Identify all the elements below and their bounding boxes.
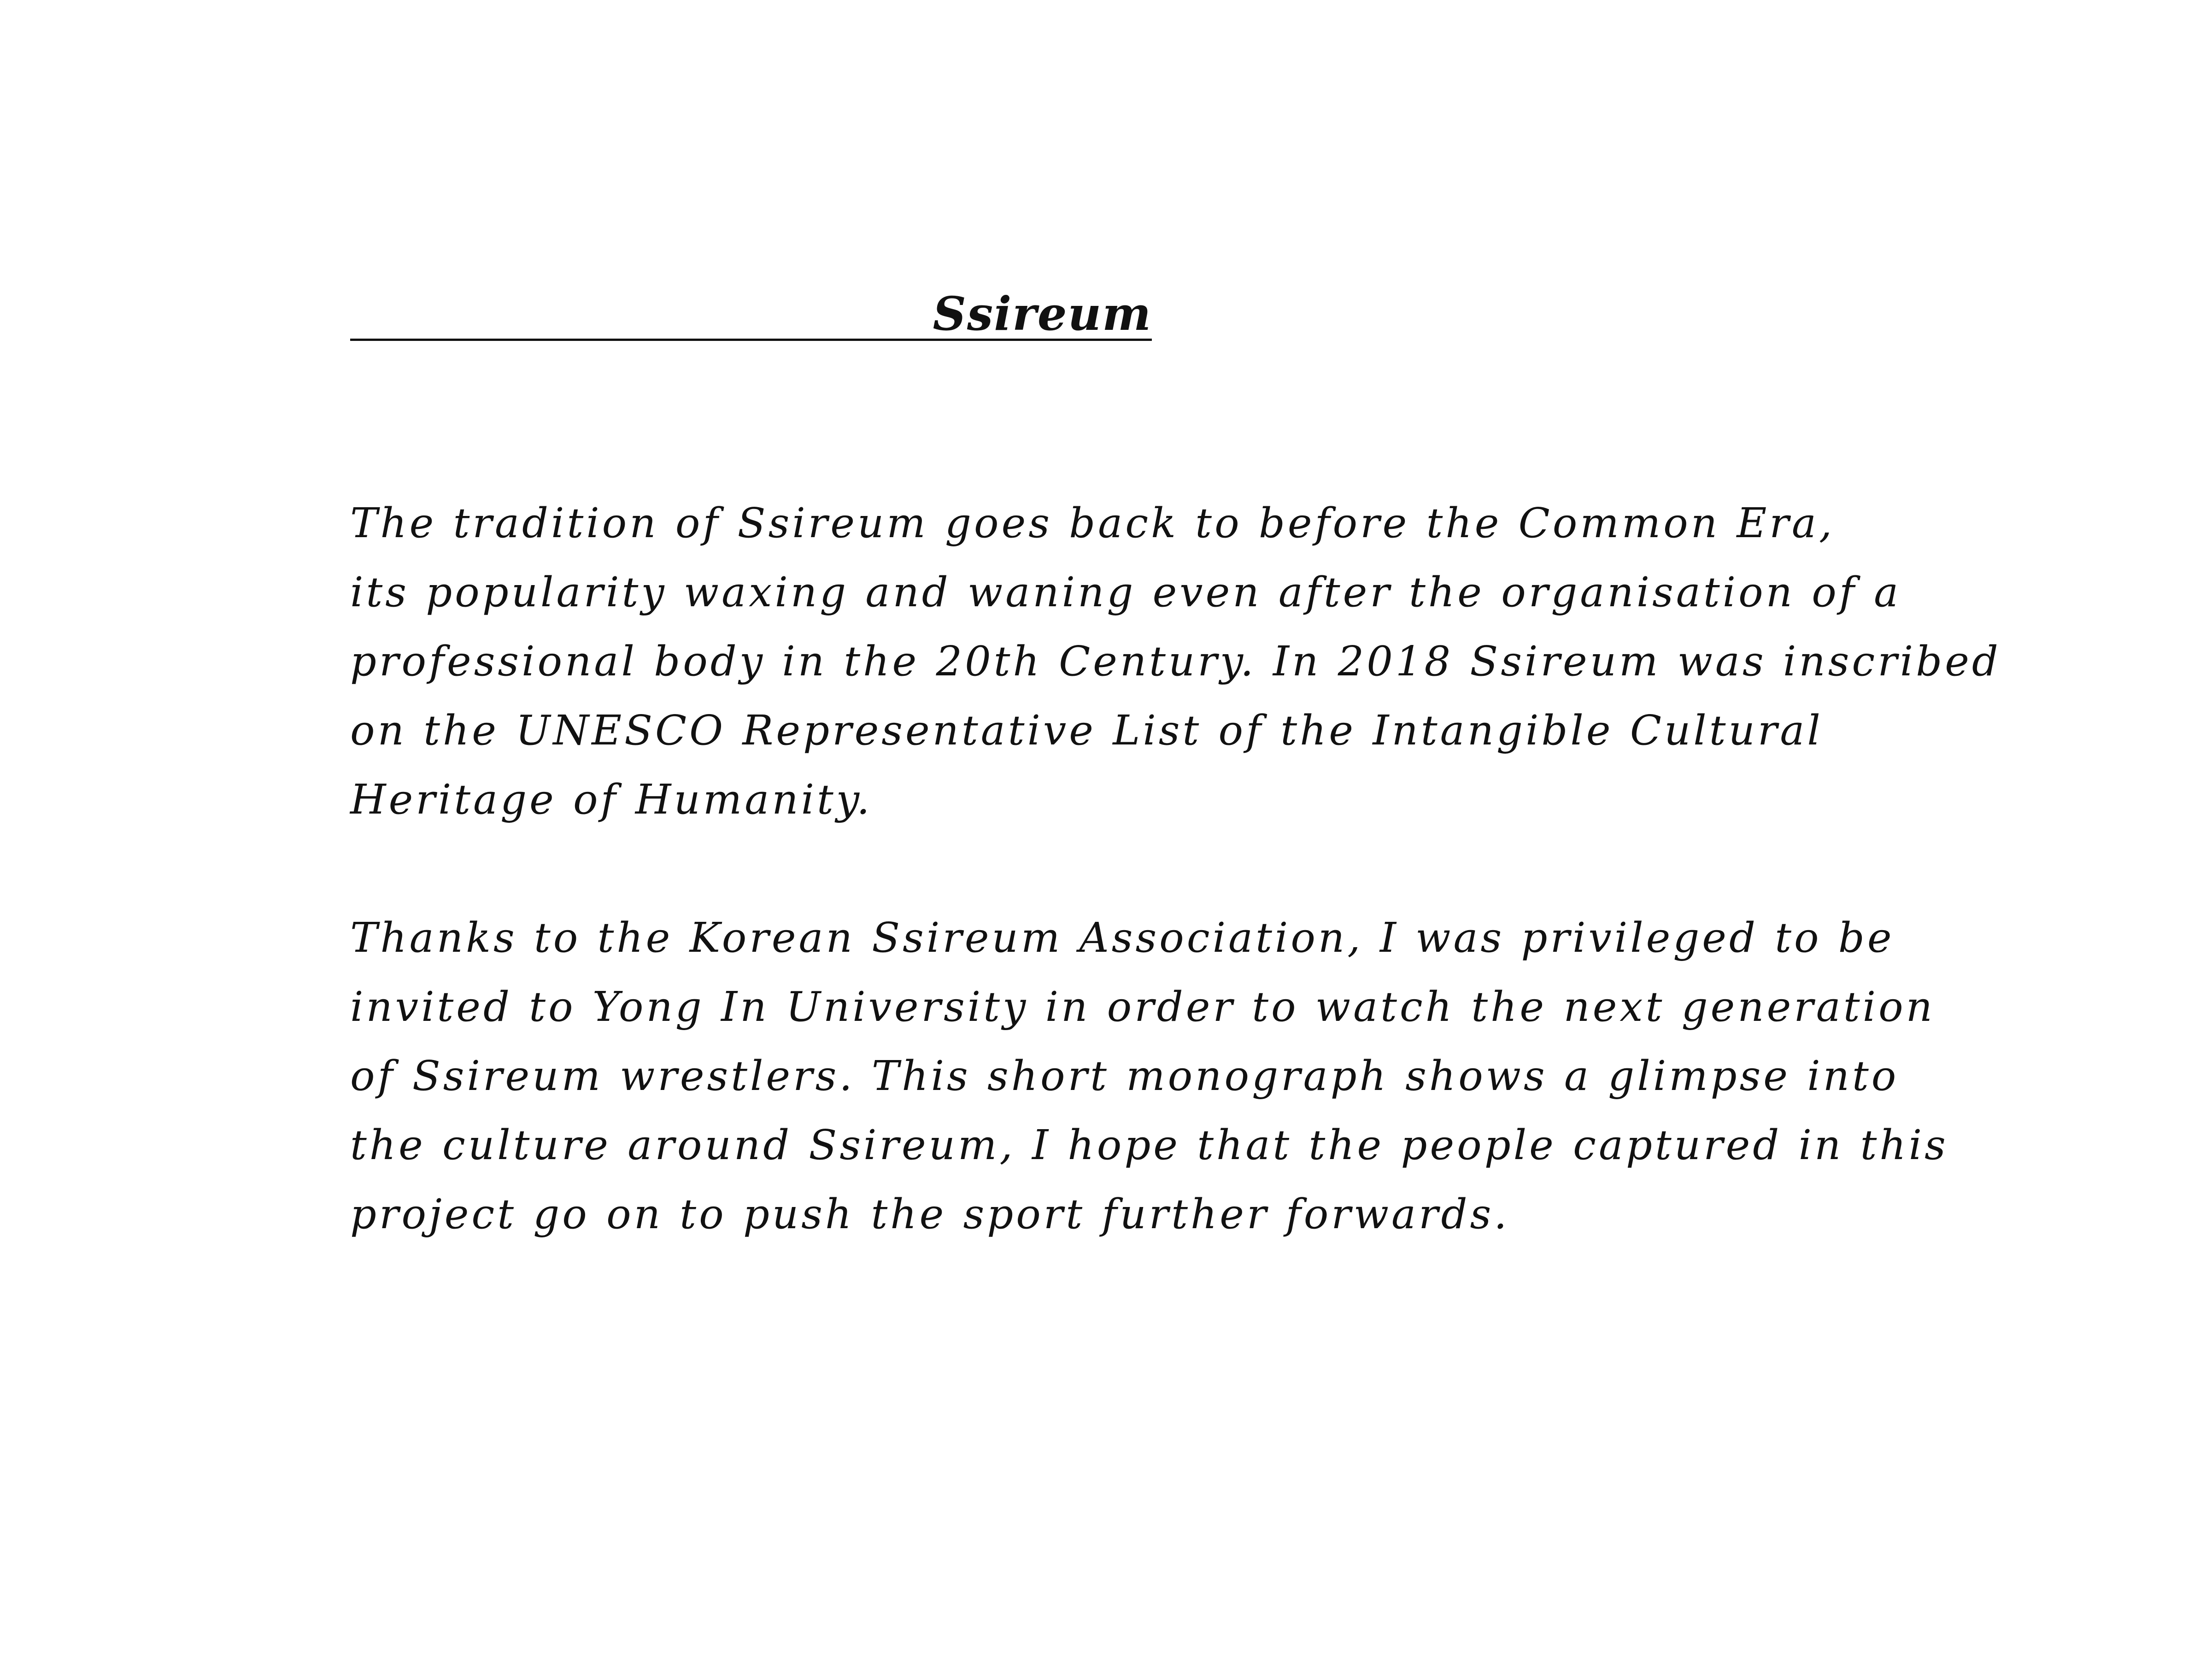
intro-paragraph [350, 488, 2001, 834]
paragraph-line: professional body in the 20th Century. In 2018 Ssireum was inscribed [350, 637, 2001, 685]
paragraph-line: project go on to push the sport further forwards. [350, 1190, 1510, 1238]
paragraph-line: Heritage of Humanity. [350, 775, 873, 823]
title-rule [350, 281, 1152, 341]
paragraph-line: the culture around Ssireum, I hope that the people captured in this [350, 1121, 1948, 1169]
paragraph-line: The tradition of Ssireum goes back to before the Common Era, [350, 499, 1835, 547]
paragraph-line: its popularity waxing and waning even after the organisation of a [350, 568, 1901, 616]
document-title: Ssireum [933, 287, 1152, 341]
paragraph-line: on the UNESCO Representative List of the Intangible Cultural [350, 706, 1823, 754]
paragraph-line: invited to Yong In University in order to watch the next generation [350, 983, 1936, 1031]
paragraph-line: of Ssireum wrestlers. This short monograph shows a glimpse into [350, 1052, 1899, 1100]
paragraph-line: Thanks to the Korean Ssireum Association, I was privileged to be [350, 914, 1895, 961]
acknowledgement-paragraph [350, 903, 1948, 1248]
